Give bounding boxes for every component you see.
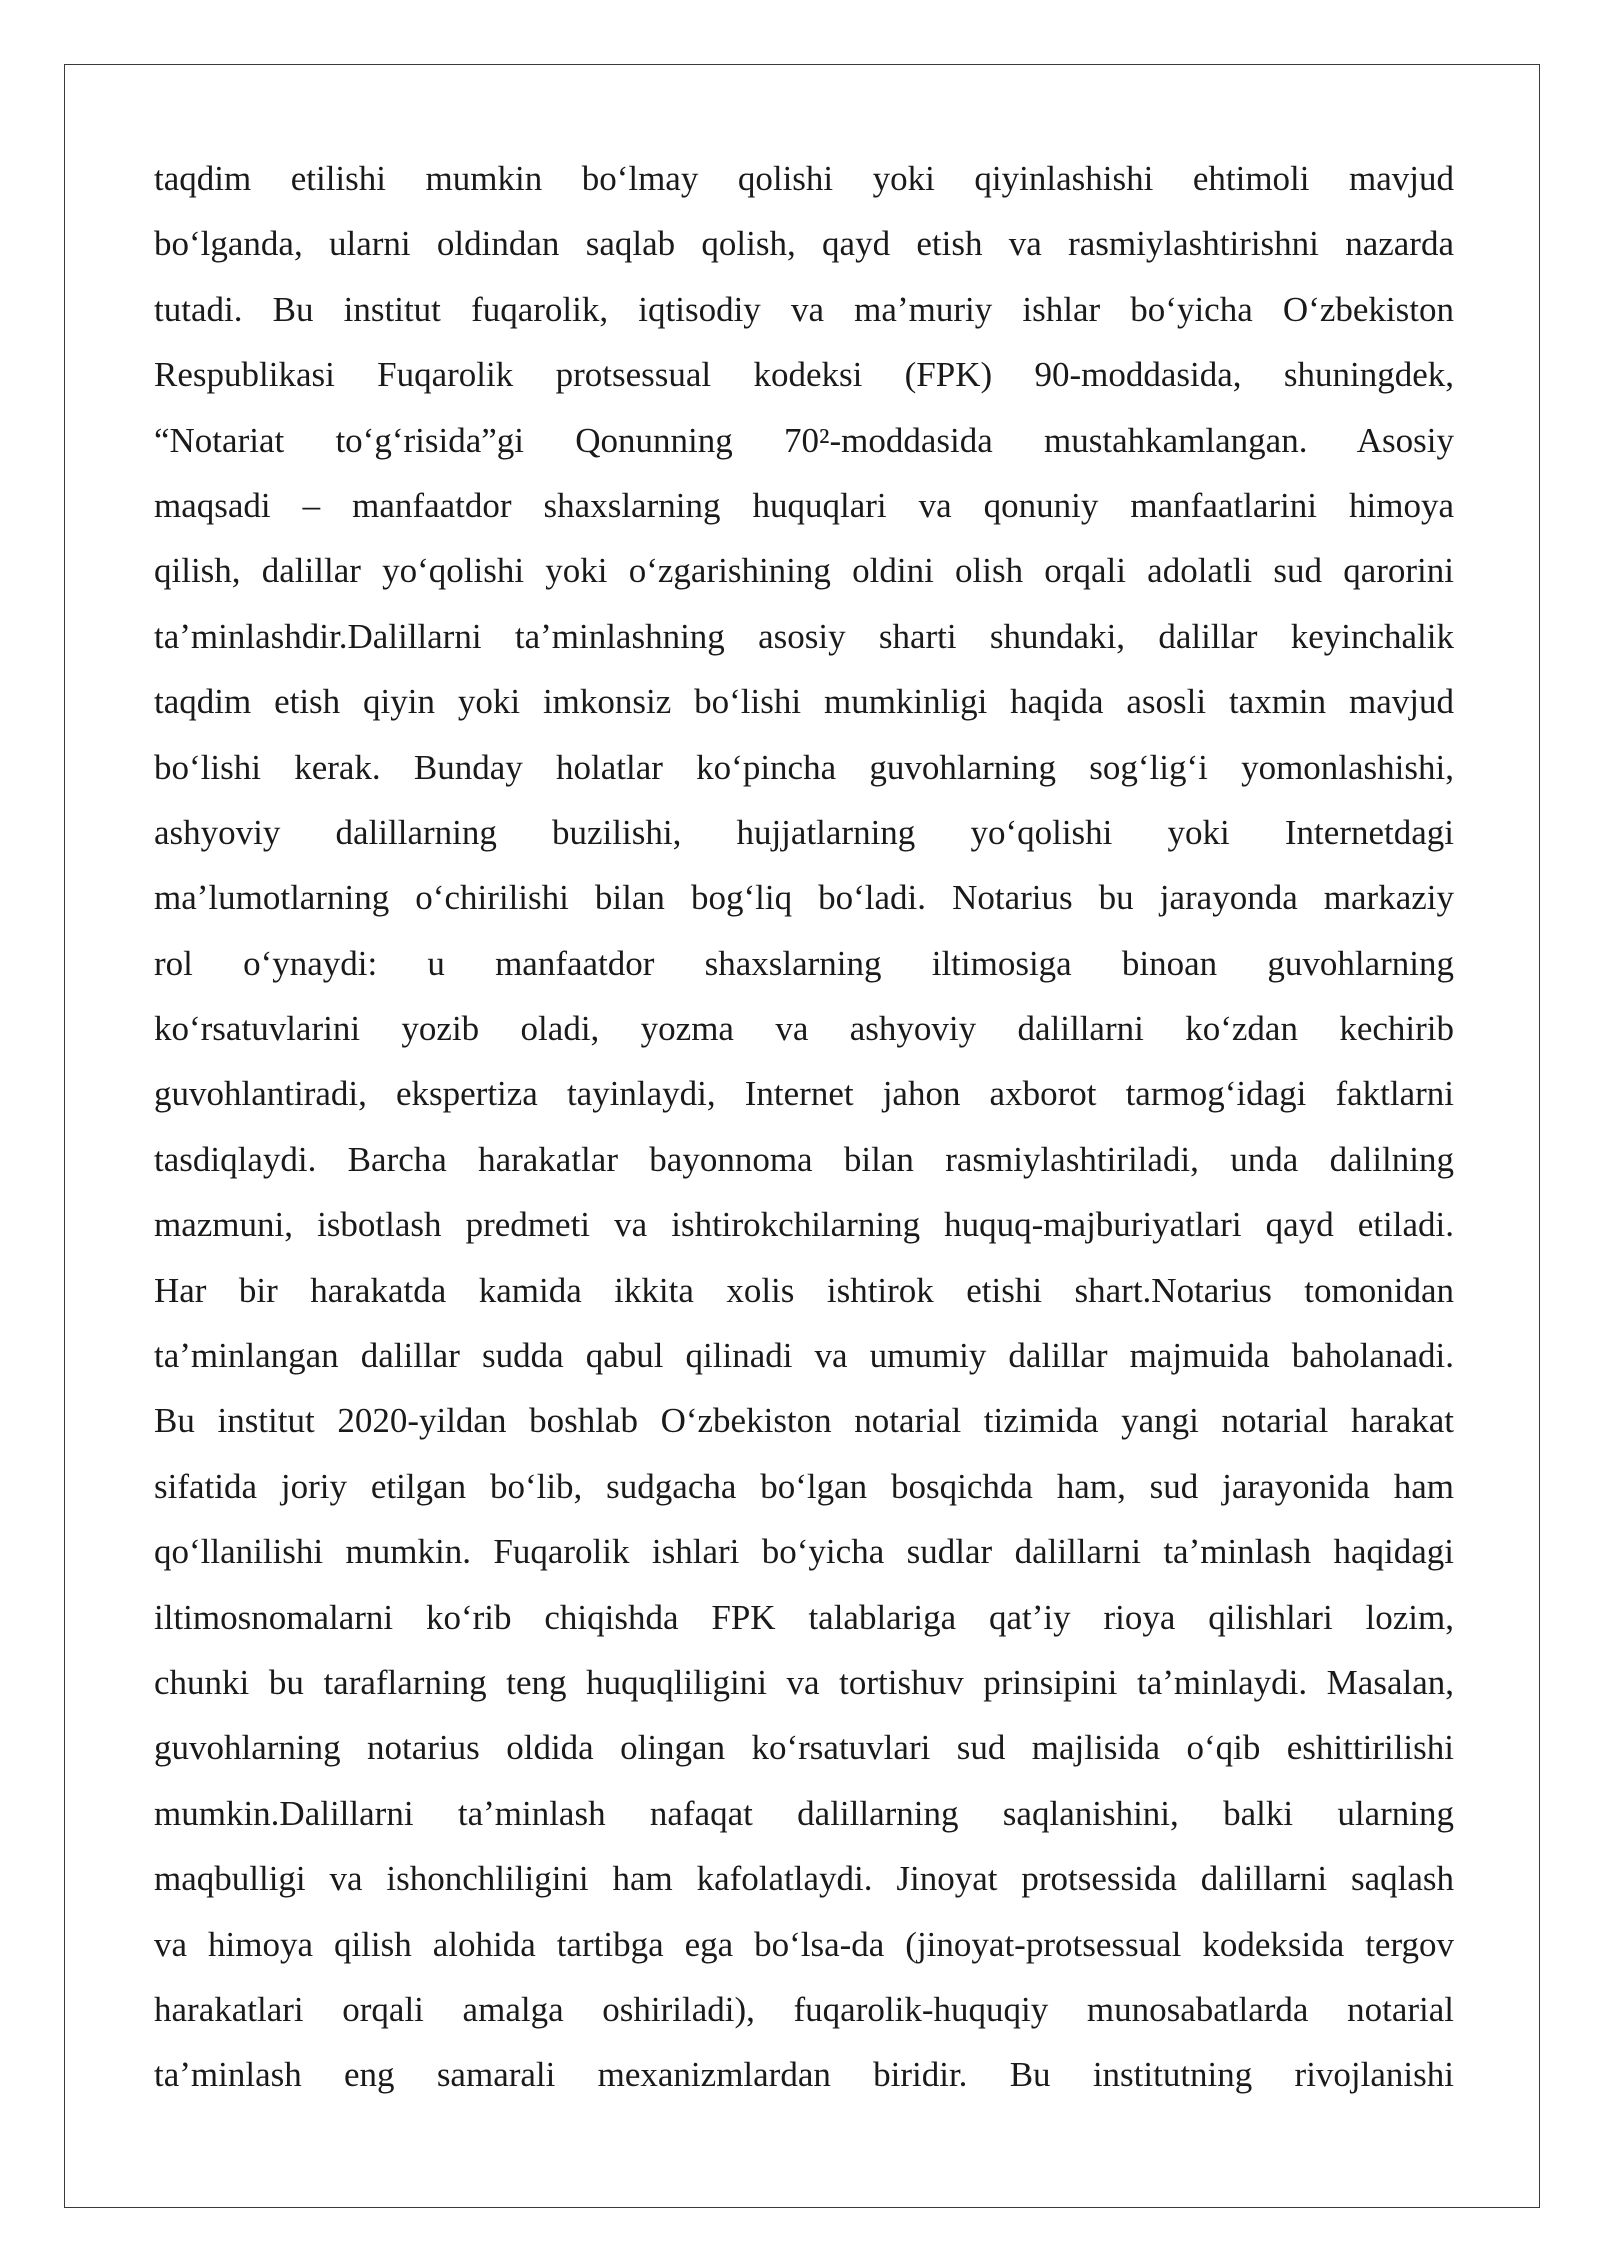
text-line: rol oʻynaydi: u manfaatdor shaxslarning iltimosiga binoan guvohlarning bbox=[154, 943, 1454, 983]
text-line: va himoya qilish alohida tartibga ega boʻlsa-da (jinoyat-protsessual kodeksida tergov bbox=[154, 1924, 1454, 1964]
text-line: tasdiqlaydi. Barcha harakatlar bayonnoma bilan rasmiylashtiriladi, unda dalilning bbox=[154, 1139, 1454, 1179]
text-line: mumkin.Dalillarni taʼminlash nafaqat dalillarning saqlanishini, balki ularning bbox=[154, 1793, 1454, 1833]
text-line: maqbulligi va ishonchliligini ham kafolatlaydi. Jinoyat protsessida dalillarni saqlash bbox=[154, 1859, 1454, 1899]
text-line: guvohlantiradi, ekspertiza tayinlaydi, Internet jahon axborot tarmogʻidagi faktlarni bbox=[154, 1074, 1454, 1114]
text-line: taqdim etilishi mumkin boʻlmay qolishi yoki qiyinlashishi ehtimoli mavjud bbox=[154, 159, 1454, 198]
text-line: boʻlishi kerak. Bunday holatlar koʻpincha guvohlarning sogʻligʻi yomonlashishi, bbox=[154, 747, 1454, 787]
text-line: “Notariat toʻgʻrisida”gi Qonunning 70²-moddasida mustahkamlangan. Asosiy bbox=[154, 420, 1454, 460]
text-line: Har bir harakatda kamida ikkita xolis ishtirok etishi shart.Notarius tomonidan bbox=[154, 1270, 1454, 1310]
text-line: sifatida joriy etilgan boʻlib, sudgacha boʻlgan bosqichda ham, sud jarayonida ham bbox=[154, 1466, 1454, 1506]
text-line: qoʻllanilishi mumkin. Fuqarolik ishlari boʻyicha sudlar dalillarni taʼminlash haqidagi bbox=[154, 1532, 1454, 1572]
text-line: harakatlari orqali amalga oshiriladi), fuqarolik-huquqiy munosabatlarda notarial bbox=[154, 1989, 1454, 2029]
text-line: koʻrsatuvlarini yozib oladi, yozma va ashyoviy dalillarni koʻzdan kechirib bbox=[154, 1009, 1454, 1049]
text-line: ashyoviy dalillarning buzilishi, hujjatlarning yoʻqolishi yoki Internetdagi bbox=[154, 812, 1454, 852]
text-line: taʼminlashdir.Dalillarni taʼminlashning asosiy sharti shundaki, dalillar keyinchalik bbox=[154, 616, 1454, 656]
text-line: taqdim etish qiyin yoki imkonsiz boʻlishi mumkinligi haqida asosli taxmin mavjud bbox=[154, 682, 1454, 722]
text-line: guvohlarning notarius oldida olingan koʻrsatuvlari sud majlisida oʻqib eshittirilishi bbox=[154, 1728, 1454, 1768]
text-line: qilish, dalillar yoʻqolishi yoki oʻzgarishining oldini olish orqali adolatli sud qarorini bbox=[154, 551, 1454, 591]
text-line: maqsadi – manfaatdor shaxslarning huquqlari va qonuniy manfaatlarini himoya bbox=[154, 485, 1454, 525]
text-line: Bu institut 2020-yildan boshlab Oʻzbekiston notarial tizimida yangi notarial harakat bbox=[154, 1401, 1454, 1441]
text-line: mazmuni, isbotlash predmeti va ishtirokchilarning huquq-majburiyatlari qayd etiladi. bbox=[154, 1205, 1454, 1245]
text-line: taʼminlangan dalillar sudda qabul qilinadi va umumiy dalillar majmuida baholanadi. bbox=[154, 1336, 1454, 1376]
text-line: maʼlumotlarning oʻchirilishi bilan bogʻliq boʻladi. Notarius bu jarayonda markaziy bbox=[154, 878, 1454, 918]
text-line: Respublikasi Fuqarolik protsessual kodeksi (FPK) 90-moddasida, shuningdek, bbox=[154, 355, 1454, 395]
text-line: tutadi. Bu institut fuqarolik, iqtisodiy va maʼmuriy ishlar boʻyicha Oʻzbekiston bbox=[154, 289, 1454, 329]
body-paragraph bbox=[154, 146, 1454, 2108]
text-line: taʼminlash eng samarali mexanizmlardan biridir. Bu institutning rivojlanishi bbox=[154, 2055, 1454, 2095]
text-line: boʻlganda, ularni oldindan saqlab qolish, qayd etish va rasmiylashtirishni nazarda bbox=[154, 224, 1454, 264]
text-line: iltimosnomalarni koʻrib chiqishda FPK talablariga qatʼiy rioya qilishlari lozim, bbox=[154, 1597, 1454, 1637]
text-line: chunki bu taraflarning teng huquqliligini va tortishuv prinsipini taʼminlaydi. Masalan, bbox=[154, 1662, 1454, 1702]
